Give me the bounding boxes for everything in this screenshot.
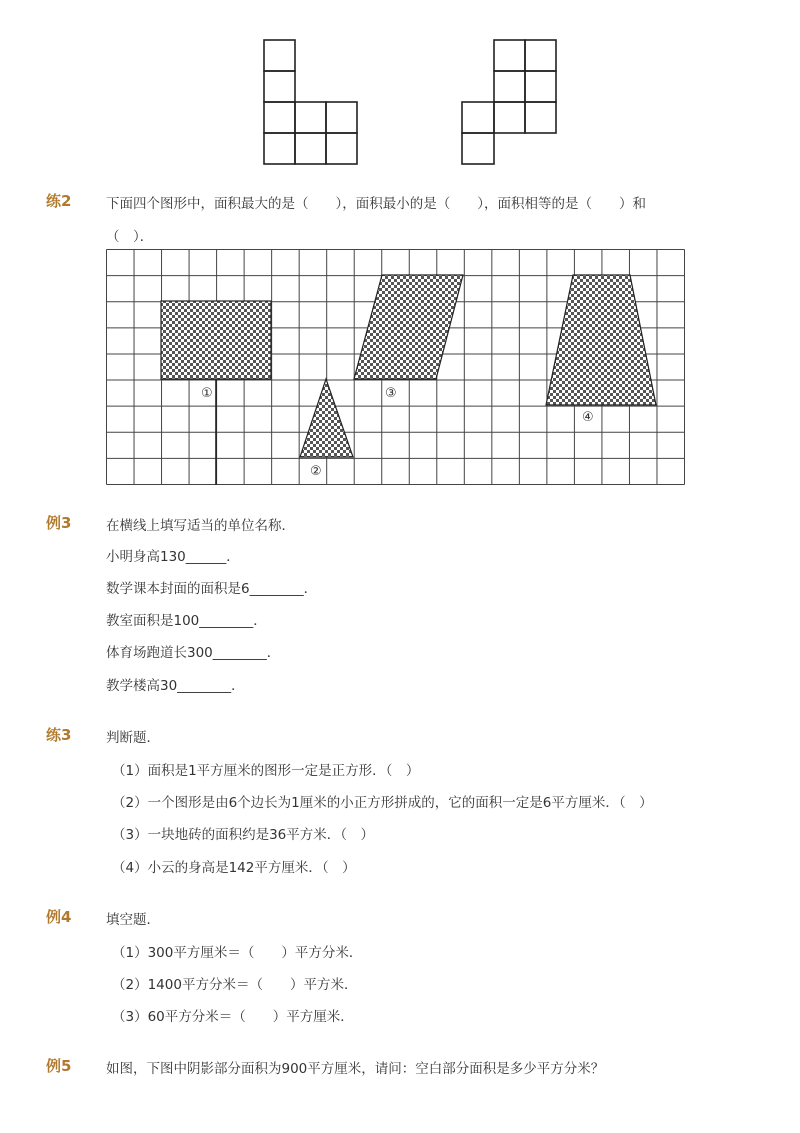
shape-label-3: ③ (385, 386, 397, 401)
shape-grid (106, 249, 685, 485)
instruction-text: 填空题． (106, 912, 160, 928)
exercise-label-lian3: 练3 (46, 726, 72, 744)
shape-4-trapezoid (546, 275, 656, 405)
fill-unit-item-5: 教学楼高30________． (106, 678, 245, 694)
fill-unit-item-3: 教室面积是100________． (106, 613, 267, 629)
fill-unit-item-4: 体育场跑道长300________． (106, 645, 281, 661)
judge-item-2: （2）一个图形是由6个边长为1厘米的小正方形拼成的，它的面积一定是6平方厘米．（ ） (112, 795, 653, 811)
judge-item-3: （3）一块地砖的面积约是36平方米．（ ） (112, 827, 375, 843)
exercise-label-lian2: 练2 (46, 192, 72, 210)
fill-unit-item-1: 小明身高130______． (106, 549, 240, 565)
fill-blank-item-2: （2）1400平方分米＝（ ）平方米． (112, 977, 358, 993)
exercise-label-li5: 例5 (46, 1057, 72, 1075)
shape-3-parallelogram (354, 275, 463, 379)
judge-item-4: （4）小云的身高是142平方厘米．（ ） (112, 860, 356, 876)
fill-blank-item-3: （3）60平方分米＝（ ）平方厘米． (112, 1009, 354, 1025)
instruction-text: 判断题． (106, 730, 160, 746)
shape-label-4: ④ (582, 410, 594, 425)
shape-label-2: ② (310, 464, 322, 479)
question-text: 如图，下图中阴影部分面积为900平方厘米，请问：空白部分面积是多少平方分米？ (106, 1061, 605, 1077)
question-text: 下面四个图形中，面积最大的是（ ），面积最小的是（ ），面积相等的是（ ）和 (106, 196, 646, 212)
exercise-label-li3: 例3 (46, 514, 72, 532)
exercise-label-li4: 例4 (46, 908, 72, 926)
fill-blank-item-1: （1）300平方厘米＝（ ）平方分米． (112, 945, 363, 961)
shape-2-triangle (300, 379, 353, 457)
instruction-text: 在横线上填写适当的单位名称． (106, 518, 295, 534)
shape-label-1: ① (201, 386, 213, 401)
judge-item-1: （1）面积是1平方厘米的图形一定是正方形．（ ） (112, 763, 420, 779)
fill-unit-item-2: 数学课本封面的面积是6________． (106, 581, 318, 597)
question-text-continued: （ ）． (106, 229, 154, 245)
tile-figures (250, 32, 570, 168)
shape-1-rectangle (161, 301, 271, 379)
